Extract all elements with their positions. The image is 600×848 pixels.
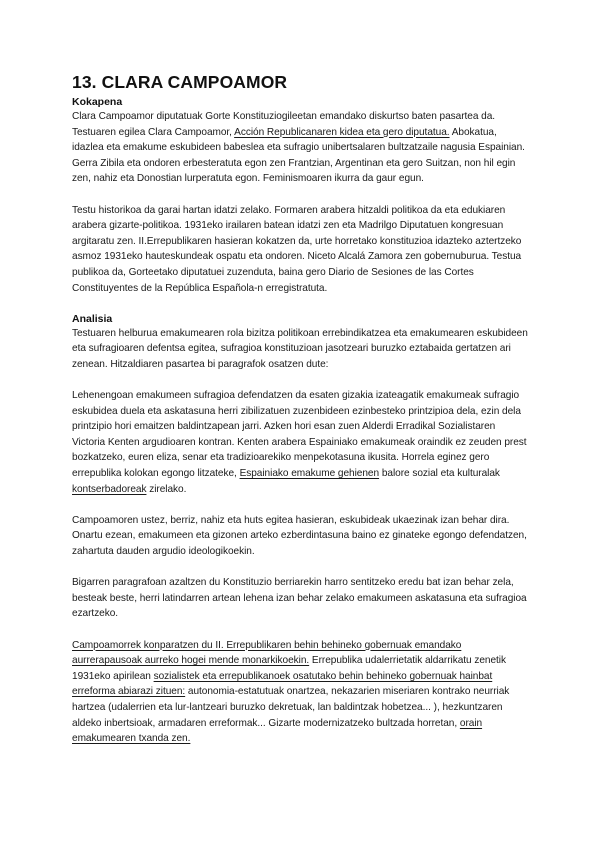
text-run: Clara Campoamor diputatuak Gorte Konstituziogileetan emandako diskurtso baten pasartea da. Testuaren egilea Clara Campoamor,	[72, 111, 496, 138]
text-run: Errepublika udalerrietatik aldarrikatu zenetik 1931eko apirilean	[72, 655, 506, 682]
text-run: zirelako.	[146, 483, 187, 495]
underlined-text: kontserbadoreak	[72, 483, 147, 495]
paragraph-kokapena-1	[72, 109, 530, 187]
document-page	[72, 72, 530, 762]
text-run: balore sozial eta kulturalak	[379, 468, 500, 480]
underlined-text: orain emakumearen txanda zen.	[72, 717, 483, 745]
paragraph-analisia-1: Testuaren helburua emakumearen rola bizitza politikoan errebindikatzea eta emakumearen eskubideen eta sufragioaren defentsa egitea, sufragioa konstituzioan jasotzeari buruzko eztabaida gertatzen ari zenean. Hitzaldiaren pasartea bi paragrafok osatzen dute:	[72, 327, 528, 370]
text-run: Lehenengoan emakumeen sufragioa defendatzen da esaten gizakia izateagatik emakumeak sufragio eskubidea duela eta askatasuna herri zibilizatuen zuzenbideen ezinbesteko printzipioa dela, ezin dela printzipio hori emaitzen baldintzapean jarri. Azken hori esan zuen Alderdi Erradikal Sozialistaren Victoria Kenten argudioaren kontran. Kenten arabera Espainiako emakumeak oraindik ez zeuden prest bozkatzeko, euren eliza, senar eta tradizioarekiko menpekotasuna ikusita. Horrela eginez gero errepublika kolokan egongo litzateke,	[72, 390, 527, 480]
section-heading-kokapena: Kokapena	[72, 96, 123, 108]
paragraph-kokapena-2: Testu historikoa da garai hartan idatzi zelako. Formaren arabera hitzaldi politikoa da eta edukiaren arabera gizarte-politikoa. 1931eko irailaren batean idatzi zen eta Madrilgo Diputatuen kongresuan argitaratu zen. II.Errepublikaren hasieran kokatzen da, urte horretako konstituzioa idazteko aztertzeko asmoz 1931eko hauteskundeak ospatu eta ondoren. Niceto Alcalá Zamora zen gobernuburua. Testua publikoa da, Gorteetako diputatuei zuzenduta, baina gero Diario de Sesiones de las Cortes Constituyentes de la República Española-n erregistratuta.	[72, 204, 522, 294]
section-heading-analisia: Analisia	[72, 312, 113, 325]
paragraph-analisia-5	[72, 638, 530, 747]
paragraph-analisia-2	[72, 388, 530, 497]
paragraph-analisia-3: Campoamoren ustez, berriz, nahiz eta huts egitea hasieran, eskubideak ukaezinak izan behar dira. Onartu ezean, emakumeen eta gizonen arteko ezberdintasuna baino ez ginateke egongo defendatzen, zahartuta dauden argudio ideologikoekin.	[72, 514, 527, 558]
text-run: Abokatua, idazlea eta emakume eskubideen babeslea eta sufragio unibertsalaren bultzatzaile nagusia Espainian. Gerra Zibila eta ondoren erbesteratuta egon zen Frantzian, Argentinan eta gero Suitzan, non hil egin zen, nahiz eta Donostian lurperatuta egon. Feminismoaren ikurra da gaur egun.	[72, 126, 525, 185]
page-title: 13. CLARA CAMPOAMOR	[72, 72, 288, 92]
underlined-text: Espainiako emakume gehienen	[239, 468, 380, 480]
underlined-text: Acción Republicanaren kidea eta gero diputatua.	[234, 126, 450, 138]
underlined-text: sozialistek eta errepublikanoek osatutako behin behineko gobernuak hainbat erreforma abiarazi zituen:	[72, 670, 493, 698]
paragraph-analisia-4: Bigarren paragrafoan azaltzen du Konstituzio berriarekin harro sentitzeko eredu bat izan behar zela, besteak beste, herri latindarren artean lehena izan behar zelako emakumeen askatasuna eta sufragioa ezartzeko.	[72, 577, 527, 620]
underlined-text: Campoamorrek konparatzen du II. Errepublikaren behin behineko gobernuak emandako aurrerapausoak aurreko hogei mende monarkikoekin.	[72, 639, 462, 667]
text-run: autonomia-estatutuak onartzea, nekazarien miseriaren kontrako neurriak hartzea (udalerrien eta lur-lantzeari buruzko dekretuak, lan baldintzak hobetzea... ), hezkuntzaren aldeko inbertsioak, armadaren erreformak... Gizarte modernizatzeko bultzada horretan,	[72, 686, 510, 729]
